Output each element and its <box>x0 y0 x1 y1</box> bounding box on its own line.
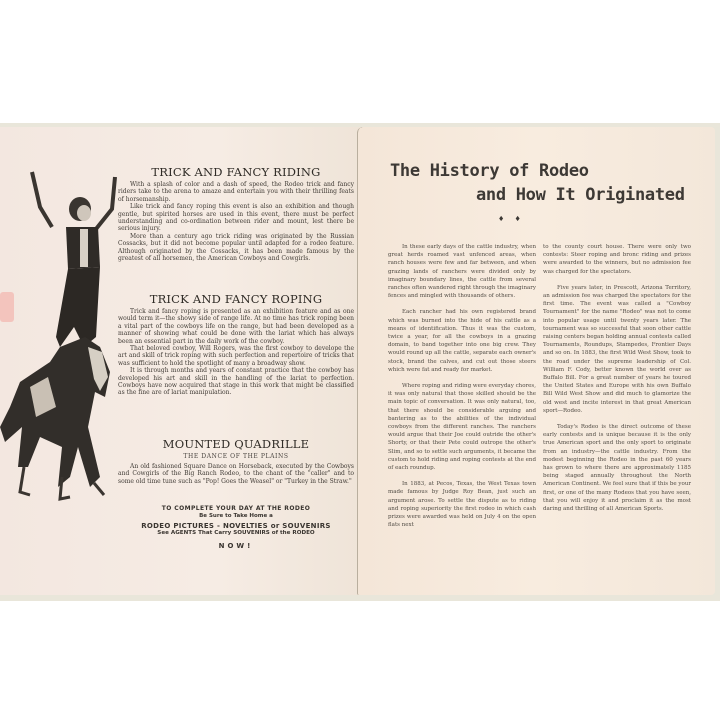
paragraph: Where roping and riding were everyday chores, it was only natural that those skilled should be the main topic of conversation. It was only natural, too, that there should be considerable arguing and bantering as to the abilities of the individual cowboys from the different ranches. The ranchers would argue that their Joe could outride the other's Shorty, or that their Pete could outrope the other's Slim, and so to settle such arguments, it became the custom to hold riding and roping contests at the end of each roundup. <box>388 383 536 472</box>
promo-line: See AGENTS That Carry SOUVENIRS of the RODEO <box>157 530 315 536</box>
paragraph: Like trick and fancy roping this event is also an exhibition and though gentle, but spirited horses are used in this event, there must be perfect understanding and co-ordination between rider and mount, lest there be serious injury. <box>118 203 354 233</box>
paragraph: An old fashioned Square Dance on Horseback, executed by the Cowboys and Cowgirls of the Big Ranch Rodeo, to the chant of the "caller" and to some old time tune such as "Pop! Goes the Weasel" or "Turkey in the Straw." <box>118 463 354 485</box>
title-line-2: and How It Originated <box>476 185 685 205</box>
paragraph: to the county court house. There were only two contests: Steer roping and bronc riding and prizes were awarded to the winners, but no admission fee was charged for the spectators. <box>543 244 691 275</box>
booklet-spread <box>0 123 720 601</box>
paragraph: Five years later, in Prescott, Arizona Territory, an admission fee was charged the spectators for the first time. The event was called a "Cowboy Tournament" for the name "Rodeo" was not to come into popular usage until twenty years later. The tournament was so successful that soon other cattle raising centers began holding annual contests called Tournaments, Roundups, Stampedes, Frontier Days and so on. In 1883, the first Wild West Show, took to the road under the supreme leadership of Col. William F. Cody, better known the world over as Buffalo Bill. For a great number of years he toured the United States and Europe with his own Buffalo Bill Wild West Show and did much to glamorize the old west and incite interest in that great American sport—Rodeo. <box>543 284 691 414</box>
paragraph: More than a century ago trick riding was originated by the Russian Cossacks, but it did not become popular until adapted for a rodeo feature. Although originated by the Cossacks, it has been made famous by the greatest of all horsemen, the American Cowboys and Cowgirls. <box>118 232 354 263</box>
title-line-1: The History of Rodeo <box>390 161 589 181</box>
trick-rider-photo <box>0 147 120 507</box>
paragraph: Today's Rodeo is the direct outcome of these early contests and is unique because it is the only true American sport and the only sport to originate from an industry—the cattle industry. From the modest beginning the Rodeo in the past 60 years has grown to where there are approximately 1185 being staged annually throughout the North American Continent. We feel sure that if this be your first, or one of the many Rodeos that you have seen, that you will enjoy it and proclaim it as the most daring and thrilling of all American Sports. <box>543 424 691 513</box>
souvenir-promo <box>118 505 354 550</box>
paragraph: It is through months and years of constant practice that the cowboy has developed his art and skill in the handling of the lariat to perfection. Cowboys have now acquired that stage in this work that might be classified as the fine are of lariat manipulation. <box>118 367 354 397</box>
section-title: MOUNTED QUADRILLE <box>162 437 310 451</box>
promo-now: NOW! <box>218 542 254 550</box>
paragraph: In 1883, at Pecos, Texas, the West Texas town made famous by Judge Roy Bean, just such an argument arose. To settle the dispute as to riding and roping superiority the first rodeo in which cash prizes were awarded was held on July 4 on the open flats next <box>388 481 536 529</box>
history-column-1 <box>388 243 536 538</box>
section-mounted-quadrille <box>118 437 354 485</box>
left-page <box>0 127 362 595</box>
right-page <box>357 127 715 595</box>
history-column-2 <box>543 243 691 521</box>
paragraph: Each rancher had his own registered brand which was burned into the hide of his cattle as a means of identification. Thus it was the custom, twice a year, for all the cowboys in a grazing domain, to band together into one big crew. They would round up all the cattle, separate each owner's stock, brand the calves, and cut out those steers which were fat and ready for market. <box>388 309 536 373</box>
page-title <box>390 161 685 205</box>
paragraph: That beloved cowboy, Will Rogers, was the first cowboy to develope the art and skill of trick roping with such perfection and repertoire of tricks that was sufficient to hold the spotlight of many a broadway show. <box>118 345 354 367</box>
section-trick-riding <box>118 165 354 262</box>
section-title: TRICK AND FANCY ROPING <box>149 292 323 306</box>
promo-line: RODEO PICTURES - NOVELTIES or SOUVENIRS <box>141 522 331 530</box>
promo-line: TO COMPLETE YOUR DAY AT THE RODEO <box>161 505 311 512</box>
paragraph: With a splash of color and a dash of speed, the Rodeo trick and fancy riders take to the arena to amaze and entertain you with their thrilling feats of horsemanship. <box>118 181 354 203</box>
section-trick-roping <box>118 292 354 397</box>
section-title: TRICK AND FANCY RIDING <box>151 165 321 179</box>
paragraph: In these early days of the cattle industry, when great herds roamed vast unfenced areas, when ranch houses were few and far between, and when grazing lands of ranchers were divided only by imaginary boundary lines, the cattle from several ranches often wandered right through the imaginary fences and mingled with thousands of others. <box>388 244 536 300</box>
section-subtitle: THE DANCE OF THE PLAINS <box>183 453 289 460</box>
ornament-diamonds: ♦ ♦ <box>498 215 525 223</box>
promo-line: Be Sure to Take Home a <box>199 513 273 519</box>
paragraph: Trick and fancy roping is presented as an exhibition feature and as one would term it—the showy side of range life. At no time has trick roping been a vital part of the cowboys life on the range, but had been developed as a manner of showing what could be done with the lariat which has always been an essential part in the daily work of the cowboy. <box>118 308 354 345</box>
